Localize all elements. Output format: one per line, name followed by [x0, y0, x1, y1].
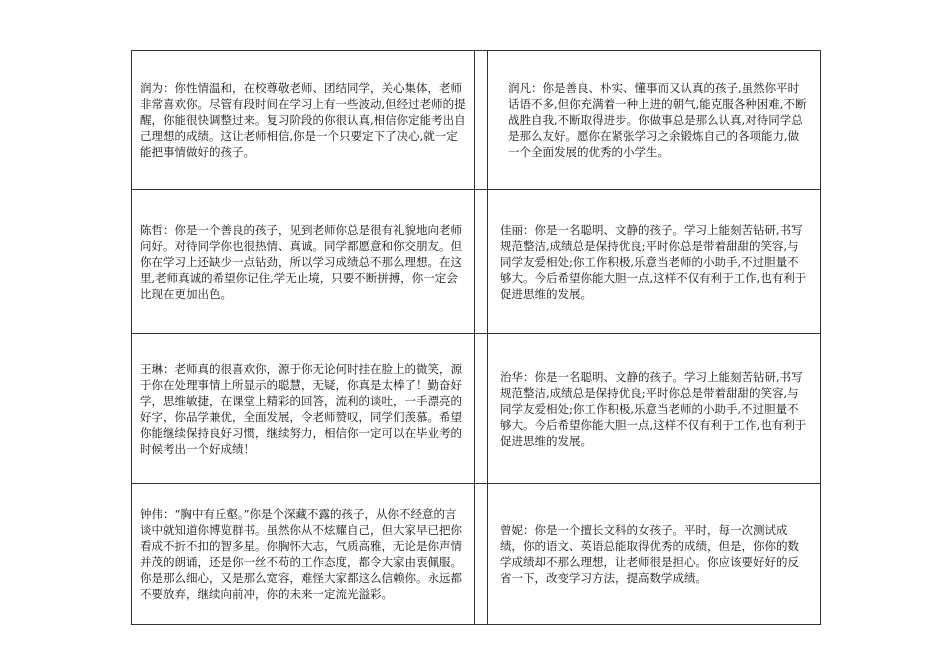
- comment-cell-runfan: 润凡：你是善良、朴实、懂事而又认真的孩子,虽然你平时话语不多,但你充满着一种上进的朝气,能克服各种困难,不断战胜自我,不断取得进步。你做事总是那么认真,对待同学总是那么友好。愿你在紧张学习之余锻炼自己的各项能力,做一个全面发展的优秀的小学生。: [488, 51, 821, 190]
- table-row: [132, 334, 821, 484]
- comment-cell-zengni: 曾妮：你是一个擅长文科的女孩子。平时，每一次测试成绩，你的语文、英语总能取得优秀的成绩，但是，你你的数学成绩却不那么理想，让老师很是担心。你应该要好好的反省一下，改变学习方法，提高数学成绩。: [488, 484, 821, 625]
- table-row: [132, 484, 821, 625]
- comment-cell-chenzhe: 陈哲：你是一个善良的孩子，见到老师你总是很有礼貌地向老师问好。对待同学你也很热情、真诚。同学都愿意和你交朋友。但你在学习上还缺少一点钻劲，所以学习成绩总不那么理想。在这里,老师真诚的希望你记住,学无止境，只要不断拼搏，你一定会比现在更加出色。: [132, 190, 475, 334]
- comment-cell-wanglin: 王琳：老师真的很喜欢你，源于你无论何时挂在脸上的微笑，源于你在处理事情上所显示的聪慧，无疑，你真是太棒了！勤奋好学，思维敏捷，在课堂上精彩的回答，流利的谈吐，一手漂亮的好字，你品学兼优，全面发展，令老师赞叹，同学们羡慕。希望你能继续保持良好习惯，继续努力，相信你一定可以在毕业考的时候考出一个好成绩！: [132, 334, 475, 484]
- comment-cell-runwei: 润为：你性情温和，在校尊敬老师、团结同学，关心集体，老师非常喜欢你。尽管有段时间在学习上有一些波动,但经过老师的提醒，你能很快调整过来。复习阶段的你很认真,相信你定能考出自己理想的成绩。这让老师相信,你是一个只要定下了决心,就一定能把事情做好的孩子。: [132, 51, 475, 190]
- student-comments-table: [131, 50, 821, 625]
- table-row: [132, 51, 821, 190]
- column-gap: [475, 484, 488, 625]
- column-gap: [475, 334, 488, 484]
- comment-cell-zhongwei: 钟伟：“胸中有丘壑。”你是个深藏不露的孩子，从你不经意的言谈中就知道你博览群书。虽然你从不炫耀自己，但大家早已把你看成不折不扣的智多星。你胸怀大志，气质高雅，无论是你声情并茂的朗诵，还是你一丝不苟的工作态度，都令大家由衷佩服。你是那么细心，又是那么宽容，难怪大家都这么信赖你。永远都不要放弃，继续向前冲，你的未来一定流光溢彩。: [132, 484, 475, 625]
- table-row: [132, 190, 821, 334]
- column-gap: [475, 190, 488, 334]
- comment-cell-zhihua: 治华：你是一名聪明、文静的孩子。学习上能刻苦钻研,书写规范整洁,成绩总是保持优良;平时你总是带着甜甜的笑容,与同学友爱相处;你工作积极,乐意当老师的小助手,不过胆量不够大。今后希望你能大胆一点,这样不仅有利于工作,也有利于促进思维的发展。: [488, 334, 821, 484]
- column-gap: [475, 51, 488, 190]
- comment-cell-jiali: 佳丽：你是一名聪明、文静的孩子。学习上能刻苦钻研,书写规范整洁,成绩总是保持优良;平时你总是带着甜甜的笑容,与同学友爱相处;你工作积极,乐意当老师的小助手,不过胆量不够大。今后希望你能大胆一点,这样不仅有利于工作,也有利于促进思维的发展。: [488, 190, 821, 334]
